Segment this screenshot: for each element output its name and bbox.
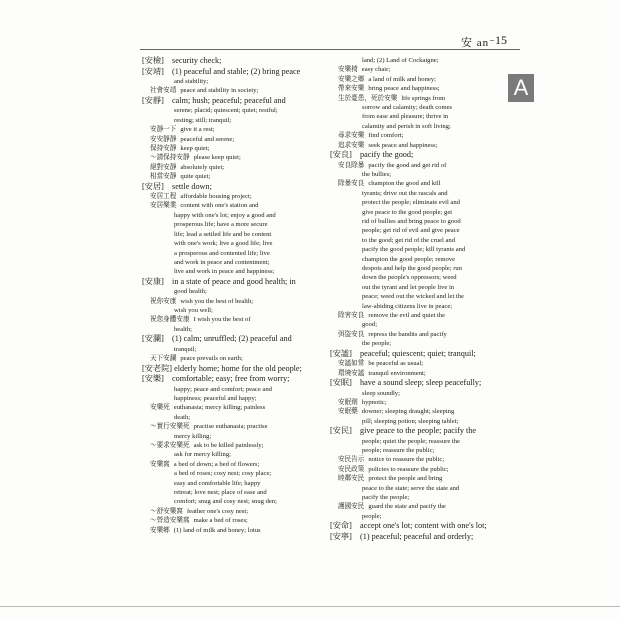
sub-headword: 安眠劑 bbox=[338, 398, 358, 406]
continuation-line: the people; bbox=[362, 340, 392, 348]
sub-entry bbox=[142, 460, 314, 469]
sub-headword: 安樂死 bbox=[150, 404, 170, 412]
continuation-line: people; quiet the people; reassure the bbox=[362, 437, 460, 445]
sub-headword: 社會安靖 bbox=[150, 87, 177, 95]
continuation-line: and work in peace and contentment; bbox=[174, 258, 270, 266]
continuation-line: comfort; snug and cosy nest; snug den; bbox=[174, 498, 277, 506]
sub-definition: easy chair; bbox=[361, 66, 391, 74]
sub-definition: euthanasia; mercy killing; painless bbox=[173, 404, 266, 412]
sub-entry bbox=[330, 369, 502, 378]
sub-headword: ～實行安樂死 bbox=[150, 423, 190, 431]
sub-entry bbox=[330, 407, 502, 416]
headword: [安民] bbox=[330, 426, 352, 436]
continuation-line: out the tyrant and let people live in bbox=[362, 283, 455, 291]
definition: settle down; bbox=[170, 181, 212, 191]
sub-definition: champion the good and kill bbox=[368, 180, 441, 188]
sub-definition: downer; sleeping draught; sleeping bbox=[361, 408, 455, 416]
sub-definition: peace prevails on earth; bbox=[180, 355, 243, 363]
sub-entry bbox=[142, 315, 314, 324]
headword: [安康] bbox=[142, 276, 164, 286]
sub-entry bbox=[142, 201, 314, 210]
sub-definition: (1) land of milk and honey; lotus bbox=[173, 526, 261, 534]
sub-definition: pacify the good and get rid of bbox=[368, 161, 447, 169]
headword-entry bbox=[142, 96, 314, 107]
headword: [安老院] bbox=[142, 363, 173, 373]
sub-definition: repress the bandits and pacify bbox=[368, 330, 447, 338]
continuation-line: happy; peace and comfort; peace and bbox=[174, 385, 272, 393]
headword: [安眠] bbox=[330, 378, 352, 387]
continuation-line: retreat; love nest; place of ease and bbox=[174, 489, 267, 497]
continuation-line: rid of bullies and bring peace to good bbox=[362, 218, 461, 225]
sub-definition: find comfort; bbox=[368, 132, 404, 140]
continuation-line: peace to the state; serve the state and bbox=[362, 484, 460, 492]
sub-definition: quite quiet; bbox=[180, 173, 211, 181]
sub-headword: 相當安靜 bbox=[150, 173, 177, 181]
sub-entry bbox=[330, 455, 502, 464]
definition: (1) peaceful; peaceful and orderly; bbox=[358, 531, 474, 541]
sub-entry bbox=[330, 330, 502, 339]
continuation-line: give peace to the good people; get bbox=[362, 208, 453, 216]
sub-entry bbox=[330, 84, 502, 93]
continuation-line: people; bbox=[362, 512, 382, 520]
headword-entry bbox=[142, 277, 314, 288]
sub-headword: 除暴安良 bbox=[338, 180, 365, 188]
sub-definition: peaceful and serene; bbox=[180, 135, 235, 143]
continuation-line: and stability; bbox=[174, 78, 209, 85]
sub-definition: seek peace and happiness; bbox=[368, 141, 438, 149]
sub-definition: peace and stability in society; bbox=[180, 87, 259, 95]
definition: accept one's lot; content with one's lot; bbox=[358, 521, 487, 531]
continuation-line: champion the good people; remove bbox=[362, 255, 456, 263]
headword-entry bbox=[330, 426, 502, 437]
continuation-line: protect the people; eliminate evil and bbox=[362, 199, 460, 207]
sub-definition: give it a rest; bbox=[180, 126, 215, 134]
sub-definition: absolutely quiet; bbox=[180, 163, 225, 171]
sub-entry bbox=[330, 161, 502, 170]
sub-definition: I wish you the best of bbox=[193, 316, 251, 324]
definition: have a sound sleep; sleep peacefully; bbox=[358, 378, 482, 387]
sub-headword: ～請保持安靜 bbox=[150, 154, 190, 162]
sub-headword: 除害安良 bbox=[338, 312, 365, 320]
continuation-line: the bullies; bbox=[362, 170, 392, 178]
sub-definition: a bed of down; a bed of flowers; bbox=[173, 460, 260, 468]
sub-entry bbox=[330, 131, 502, 140]
continuation-line: pacify the good people; kill tyrants and bbox=[362, 246, 466, 254]
continuation-line: land; (2) Land of Cockaigne; bbox=[362, 57, 439, 64]
sub-headword: 安靜一下 bbox=[150, 126, 177, 134]
sub-entry bbox=[142, 153, 314, 162]
left-column bbox=[142, 56, 314, 535]
definition: calm; hush; peaceful; peaceful and bbox=[170, 95, 286, 105]
headword: [安瀾] bbox=[142, 334, 164, 344]
continuation-line: sleep soundly; bbox=[362, 389, 400, 397]
continuation-line: law-abiding citizens live in peace; bbox=[362, 302, 453, 310]
sub-headword: 絕對安靜 bbox=[150, 163, 177, 171]
sub-headword: 尋求安樂 bbox=[338, 132, 365, 140]
sub-headword: ～營造安樂窩 bbox=[150, 517, 190, 525]
sub-definition: a land of milk and honey; bbox=[368, 75, 436, 83]
continuation-line: wish you well; bbox=[174, 307, 213, 315]
continuation-line: pacify the people; bbox=[362, 494, 410, 502]
continuation-line: tyrants; drive out the rascals and bbox=[362, 189, 448, 197]
headword-entry bbox=[330, 521, 502, 532]
continuation-line: good; bbox=[362, 321, 378, 329]
headword: [安良] bbox=[330, 150, 352, 160]
headword-entry bbox=[142, 182, 314, 193]
sub-entry bbox=[330, 179, 502, 188]
sub-entry bbox=[330, 474, 502, 483]
sub-definition: affordable housing project; bbox=[180, 193, 252, 201]
continuation-line: sorrow and calamity; death comes bbox=[362, 104, 453, 112]
sub-headword: 帶來安樂 bbox=[338, 85, 365, 93]
sub-definition: be peaceful as usual; bbox=[368, 360, 424, 368]
continuation-line: happiness; peaceful and happy; bbox=[174, 394, 257, 402]
sub-headword: 保持安靜 bbox=[150, 144, 177, 152]
sub-headword: 安民政策 bbox=[338, 465, 365, 473]
sub-headword: 安安靜靜 bbox=[150, 135, 177, 143]
headword: [安檢] bbox=[142, 56, 164, 65]
sub-definition: make a bed of roses; bbox=[193, 517, 248, 525]
headword: [安靜] bbox=[142, 95, 164, 105]
continuation-line: live and work in peace and happiness; bbox=[174, 268, 275, 276]
sub-definition: content with one's station and bbox=[180, 202, 259, 210]
headword-entry bbox=[330, 150, 502, 161]
sub-definition: feather one's cosy nest; bbox=[186, 507, 249, 515]
sub-entry bbox=[142, 163, 314, 172]
continuation-line: despots and help the good people; run bbox=[362, 265, 462, 273]
headword: [安靖] bbox=[142, 66, 164, 76]
headword: [安居] bbox=[142, 181, 164, 191]
sub-entry bbox=[330, 502, 502, 511]
sub-headword: ～要求安樂死 bbox=[150, 442, 190, 449]
headword-entry bbox=[330, 349, 502, 360]
headword-entry bbox=[142, 374, 314, 385]
continuation-line: people; reassure the public; bbox=[362, 447, 435, 455]
continuation-line: good health; bbox=[174, 288, 207, 296]
sub-headword: 安民告示 bbox=[338, 456, 365, 464]
sub-headword: 安居工程 bbox=[150, 193, 177, 201]
continuation-line: a bed of roses; cosy nest; cosy place; bbox=[174, 470, 272, 478]
sub-headword: 護國安民 bbox=[338, 503, 365, 511]
sub-headword: 安樂之鄉 bbox=[338, 75, 365, 83]
sub-headword: 祝您身體安康 bbox=[150, 316, 190, 324]
sub-entry bbox=[142, 144, 314, 153]
headword: [安命] bbox=[330, 521, 352, 531]
definition: security check; bbox=[170, 56, 222, 65]
sub-entry bbox=[330, 65, 502, 74]
headword: [安寧] bbox=[330, 531, 352, 541]
bottom-rule bbox=[0, 606, 620, 607]
sub-entry bbox=[330, 94, 502, 103]
headword-entry bbox=[142, 67, 314, 78]
continuation-line: resting; still; tranquil; bbox=[174, 116, 232, 124]
sub-entry bbox=[142, 86, 314, 95]
sub-headword: 安樂鄉 bbox=[150, 526, 170, 534]
sub-headword: 安眠藥 bbox=[338, 408, 358, 416]
continuation-line: pill; sleeping potion; sleeping tablet; bbox=[362, 417, 459, 425]
continuation-line: prosperous life; have a more secure bbox=[174, 221, 268, 229]
sub-headword: 天下安瀾 bbox=[150, 355, 177, 363]
sub-entry bbox=[142, 192, 314, 201]
continuation-line: health; bbox=[174, 325, 192, 333]
sub-entry bbox=[330, 141, 502, 150]
sub-entry bbox=[142, 507, 314, 516]
sub-entry bbox=[330, 359, 502, 368]
sub-entry bbox=[142, 516, 314, 525]
sub-definition: ask to be killed painlessly; bbox=[193, 442, 264, 449]
continuation-line: a prosperous and contented life; live bbox=[174, 249, 270, 257]
sub-definition: protect the people and bring bbox=[368, 475, 443, 483]
sub-entry bbox=[142, 172, 314, 181]
running-head: 安 an⁻ bbox=[461, 37, 496, 49]
sub-headword: 環境安謐 bbox=[338, 369, 365, 377]
continuation-line: to the good; get rid of the cruel and bbox=[362, 236, 456, 244]
continuation-line: mercy killing; bbox=[174, 432, 212, 440]
continuation-line: easy and comfortable life; happy bbox=[174, 479, 261, 487]
definition: pacify the good; bbox=[358, 150, 414, 160]
sub-entry bbox=[142, 297, 314, 306]
continuation-line: serene; placid; quiescent; quiet; restful; bbox=[174, 107, 278, 115]
sub-definition: tranquil environment; bbox=[368, 369, 426, 377]
sub-headword: 祝你安康 bbox=[150, 297, 177, 305]
sub-entry bbox=[330, 311, 502, 320]
continuation-line: ask for mercy killing; bbox=[174, 451, 231, 459]
definition: give peace to the people; pacify the bbox=[358, 426, 476, 436]
sub-definition: please keep quiet; bbox=[193, 154, 241, 162]
sub-entry bbox=[142, 526, 314, 535]
sub-entry bbox=[142, 135, 314, 144]
header-rule bbox=[140, 49, 520, 50]
sub-entry bbox=[142, 403, 314, 412]
continuation-line: tranquil; bbox=[174, 345, 197, 353]
continuation-line: calamity and perish in soft living; bbox=[362, 122, 451, 130]
sub-headword: 追求安樂 bbox=[338, 141, 365, 149]
sub-entry bbox=[330, 465, 502, 474]
sub-headword: 安謐如常 bbox=[338, 360, 365, 368]
sub-definition: bring peace and happiness; bbox=[368, 85, 440, 93]
continuation-line: people; get rid of evil and give peace bbox=[362, 227, 460, 235]
thumb-index-tab[interactable]: A bbox=[508, 74, 534, 102]
page-header bbox=[0, 0, 620, 52]
sub-headword: ～舒安樂窩 bbox=[150, 507, 183, 515]
continuation-line: peace; weed out the wicked and let the bbox=[362, 293, 464, 301]
sub-entry bbox=[330, 398, 502, 407]
headword-entry bbox=[330, 378, 502, 389]
right-column bbox=[330, 56, 502, 542]
definition: (1) calm; unruffled; (2) peaceful and bbox=[170, 334, 292, 344]
headword-entry bbox=[330, 532, 502, 543]
definition: in a state of peace and good health; in bbox=[170, 276, 296, 286]
continuation-line: life; lead a settled life and be content bbox=[174, 230, 272, 238]
sub-headword: 安居樂業 bbox=[150, 202, 177, 210]
continuation-line: death; bbox=[174, 413, 191, 421]
definition: peaceful; quiescent; quiet; tranquil; bbox=[358, 348, 476, 358]
definition: elderly home; home for the old people; bbox=[172, 363, 302, 373]
continuation-line: from ease and pleasure; thrive in bbox=[362, 113, 449, 121]
sub-definition: practise euthanasia; practise bbox=[193, 423, 268, 431]
sub-entry bbox=[142, 354, 314, 363]
headword: [安謐] bbox=[330, 348, 352, 358]
continuation-line: with one's work; live a good life; live bbox=[174, 240, 273, 248]
sub-entry bbox=[330, 75, 502, 84]
sub-definition: wish you the best of health; bbox=[180, 297, 254, 305]
sub-headword: 安樂椅 bbox=[338, 66, 358, 74]
sub-definition: hypnotic; bbox=[361, 398, 387, 406]
sub-definition: policies to reassure the public; bbox=[368, 465, 449, 473]
sub-definition: guard the state and pacify the bbox=[368, 503, 446, 511]
headword-entry bbox=[142, 364, 314, 375]
sub-headword: 睦鄰安民 bbox=[338, 475, 365, 483]
sub-headword: 生於憂患，死於安樂 bbox=[338, 94, 398, 102]
sub-definition: keep quiet; bbox=[180, 144, 210, 152]
sub-headword: 弭盜安良 bbox=[338, 330, 365, 338]
continuation-line: happy with one's lot; enjoy a good and bbox=[174, 211, 276, 219]
sub-entry bbox=[142, 441, 314, 450]
headword: [安樂] bbox=[142, 374, 164, 384]
sub-entry bbox=[142, 125, 314, 134]
definition: comfortable; easy; free from worry; bbox=[170, 374, 290, 384]
sub-entry bbox=[142, 422, 314, 431]
sub-definition: life springs from bbox=[401, 94, 446, 102]
page-number: 15 bbox=[495, 33, 507, 47]
definition: (1) peaceful and stable; (2) bring peace bbox=[170, 66, 301, 76]
headword-entry bbox=[142, 56, 314, 67]
sub-definition: notice to reassure the public; bbox=[368, 456, 445, 464]
sub-definition: remove the evil and quiet the bbox=[368, 312, 446, 320]
headword-entry bbox=[142, 334, 314, 345]
sub-headword: 安樂窩 bbox=[150, 460, 170, 468]
continuation-line: down the people's oppressors; weed bbox=[362, 274, 457, 282]
sub-headword: 安良除暴 bbox=[338, 161, 365, 169]
